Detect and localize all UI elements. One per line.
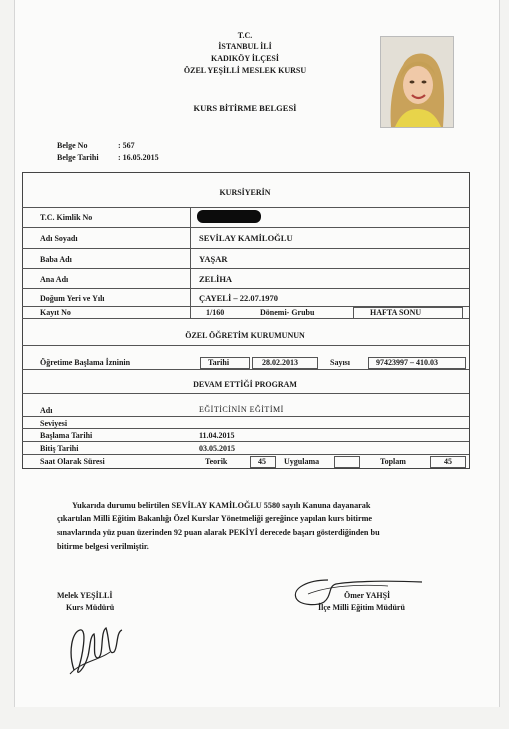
program-adi-value: EĞİTİCİNİN EĞİTİMİ	[199, 405, 284, 414]
toplam-label: Toplam	[380, 457, 406, 466]
header-line-2: İSTANBUL İLİ	[218, 42, 272, 51]
belge-tarihi-value: : 16.05.2015	[118, 153, 159, 162]
left-signer-title: Kurs Müdürü	[66, 603, 115, 612]
program-heading: DEVAM ETTİĞİ PROGRAM	[193, 380, 297, 389]
sure-label: Saat Olarak Süresi	[40, 457, 105, 466]
tarih-value: 28.02.2013	[262, 358, 298, 367]
kurum-heading: ÖZEL ÖĞRETİM KURUMUNUN	[185, 331, 305, 340]
uygulama-cell	[334, 456, 360, 468]
bitis-value: 03.05.2015	[199, 444, 235, 453]
ana-label: Ana Adı	[40, 275, 69, 284]
body-line-3: sınavlarında yüz puan üzerinden 92 puan alarak PEKİYİ derecede başarı gösterdiğinden bu	[57, 528, 380, 537]
baba-value: YAŞAR	[199, 254, 228, 264]
kayit-label: Kayıt No	[40, 308, 71, 317]
toplam-value: 45	[444, 457, 452, 466]
header-line-4: ÖZEL YEŞİLLİ MESLEK KURSU	[183, 66, 307, 75]
student-photo	[380, 36, 454, 128]
sayi-value: 97423997 – 410.03	[376, 358, 438, 367]
right-handwritten-signature	[288, 572, 428, 612]
tarih-label: Tarihi	[208, 358, 230, 367]
ad-value: SEVİLAY KAMİLOĞLU	[199, 233, 293, 243]
sayi-label: Sayısı	[330, 358, 351, 367]
body-line-2: çıkartılan Milli Eğitim Bakanlığı Özel Kurslar Yönetmeliği gereğince yapılan kurs bitirme	[57, 514, 373, 523]
teorik-value: 45	[258, 457, 266, 466]
dogum-label: Doğum Yeri ve Yılı	[40, 294, 105, 303]
dogum-value: ÇAYELİ – 22.07.1970	[199, 293, 279, 303]
donem-label: Dönemi- Grubu	[260, 308, 315, 317]
left-signer-name: Melek YEŞİLLİ	[57, 591, 113, 600]
document-title: KURS BİTİRME BELGESİ	[193, 103, 297, 113]
redacted-id	[197, 210, 261, 223]
body-line-1: Yukarıda durumu belirtilen SEVİLAY KAMİLOĞLU 5580 sayılı Kanuna dayanarak	[72, 501, 371, 510]
ad-label: Adı Soyadı	[40, 234, 78, 243]
belge-tarihi-label: Belge Tarihi	[57, 153, 99, 162]
belge-no-label: Belge No	[57, 141, 88, 150]
kayit-value: 1/160	[206, 308, 225, 317]
teorik-label: Teorik	[205, 457, 228, 466]
right-signer-name: Ömer YAHŞİ	[344, 591, 391, 600]
header-line-3: KADIKÖY İLÇESİ	[211, 54, 279, 63]
baslama-value: 11.04.2015	[199, 431, 235, 440]
ana-value: ZELİHA	[199, 274, 233, 284]
kursiyer-heading: KURSİYERİN	[219, 188, 271, 197]
baba-label: Baba Adı	[40, 255, 72, 264]
izin-label: Öğretime Başlama İzninin	[40, 358, 131, 367]
body-line-4: bitirme belgesi verilmiştir.	[57, 542, 149, 551]
donem-value: HAFTA SONU	[370, 308, 422, 317]
bitis-label: Bitiş Tarihi	[40, 444, 79, 453]
belge-no-value: : 567	[118, 141, 135, 150]
tc-label: T.C. Kimlik No	[40, 213, 93, 222]
uygulama-label: Uygulama	[284, 457, 320, 466]
program-adi-label: Adı	[40, 406, 53, 415]
seviye-label: Seviyesi	[40, 419, 68, 428]
left-handwritten-signature	[60, 612, 140, 682]
right-signer-title: İlçe Milli Eğitim Müdürü	[318, 603, 405, 612]
header-line-1: T.C.	[237, 31, 253, 40]
baslama-label: Başlama Tarihi	[40, 431, 93, 440]
